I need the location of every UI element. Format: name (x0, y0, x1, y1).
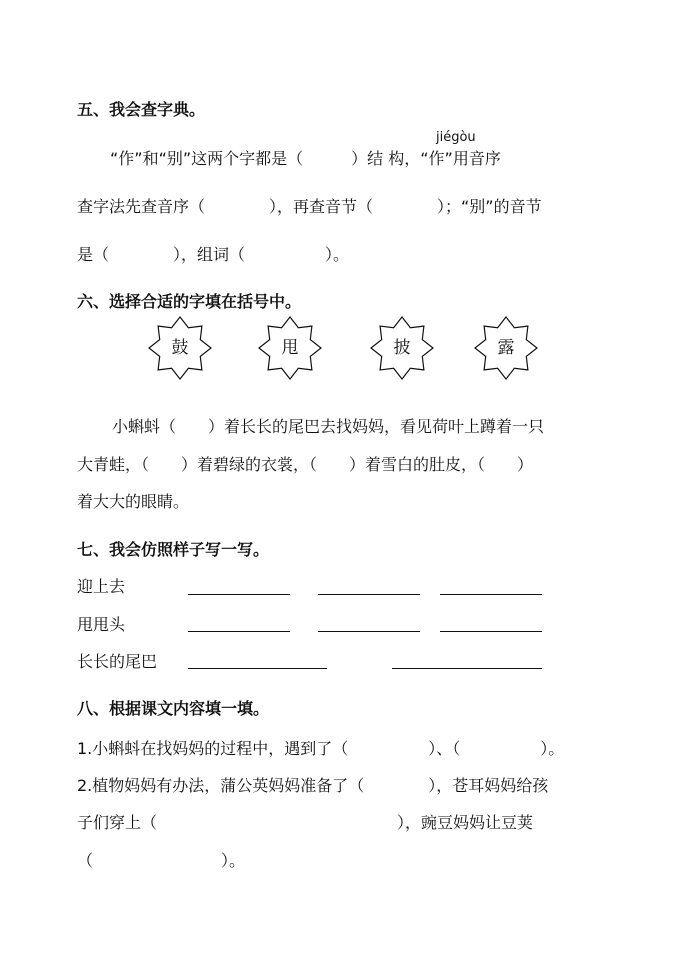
char-option: 甩 (281, 338, 299, 358)
answer-blank[interactable] (440, 594, 542, 595)
example-word: 迎上去 (77, 577, 126, 596)
section5-line3: 是（ ），组词（ ）。 (77, 245, 350, 264)
section7-heading: 七、我会仿照样子写一写。 (77, 540, 270, 559)
section6-para2: 大青蛙，（ ）着碧绿的衣裳，（ ）着雪白的肚皮，（ ） (77, 455, 534, 474)
answer-blank[interactable] (188, 668, 327, 669)
char-star-2 (258, 316, 322, 380)
section5-line2: 查字法先查音序（ ），再查音节（ ）；“别”的音节 (77, 197, 542, 216)
answer-blank[interactable] (440, 631, 542, 632)
section5-heading: 五、我会查字典。 (77, 100, 206, 119)
answer-blank[interactable] (318, 631, 420, 632)
example-word: 甩甩头 (77, 615, 126, 634)
char-star-4 (474, 316, 538, 380)
answer-blank[interactable] (188, 631, 290, 632)
question-2-line1: 2.植物妈妈有办法，蒲公英妈妈准备了（ ），苍耳妈妈给孩 (77, 776, 549, 795)
pinyin-annotation: jiégòu (436, 130, 476, 145)
answer-blank[interactable] (392, 668, 542, 669)
char-star-1 (148, 316, 212, 380)
section5-line1-text: “作”和“别”这两个字都是（ ） (110, 149, 368, 168)
question-1: 1.小蝌蚪在找妈妈的过程中，遇到了（ ）、（ ）。 (77, 739, 565, 758)
answer-blank[interactable] (318, 594, 420, 595)
question-2-line2: 子们穿上（ ），豌豆妈妈让豆荚 (77, 813, 534, 832)
section6-para3: 着大大的眼睛。 (77, 492, 190, 511)
char-option: 鼓 (171, 338, 189, 358)
section5-line1-tail: 结 构，“作”用音序 (367, 149, 501, 168)
section6-heading: 六、选择合适的字填在括号中。 (77, 292, 302, 311)
section5-line1 (110, 146, 501, 169)
section8-heading: 八、根据课文内容填一填。 (77, 699, 270, 718)
question-2-line3: （ ）。 (77, 851, 246, 870)
answer-blank[interactable] (188, 594, 290, 595)
section6-para1: 小蝌蚪（ ）着长长的尾巴去找妈妈，看见荷叶上蹲着一只 (112, 417, 545, 436)
char-star-3 (370, 316, 434, 380)
example-word: 长长的尾巴 (77, 652, 158, 671)
char-option: 披 (393, 338, 411, 358)
char-option: 露 (497, 338, 515, 358)
